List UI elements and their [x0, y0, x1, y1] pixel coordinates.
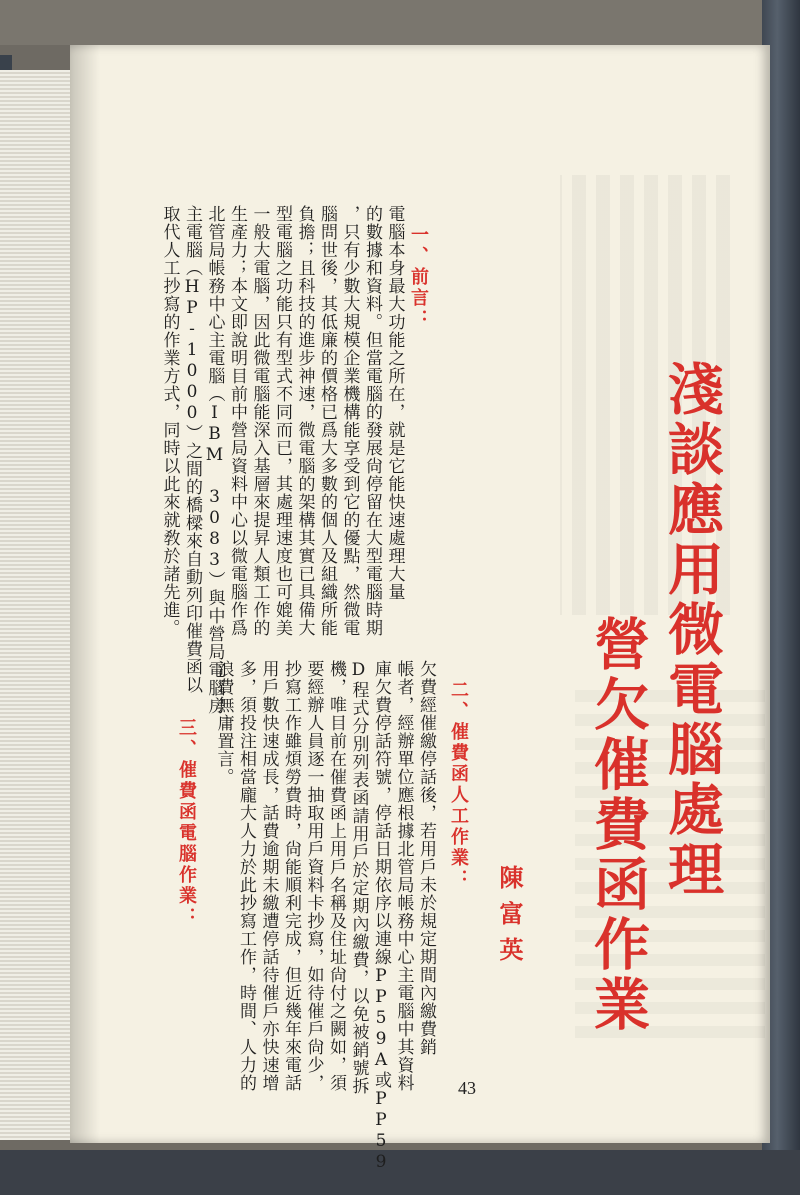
page-gutter-shadow: [70, 45, 100, 1143]
section-heading-computer-process: 三、催費函電腦作業：: [176, 718, 197, 928]
s2-line: 抄寫工作雖煩勞費時，尙能順利完成，但近幾年來電話: [281, 660, 301, 1092]
s2-line: 機，唯目前在催費函上用戶名稱及住址尙付之闕如，須: [326, 660, 346, 1092]
section-heading-introduction: 一、前言：: [408, 225, 429, 330]
s1-line: 生產力；本文即說明目前中營局資料中心以微電腦作爲: [227, 205, 247, 637]
scan-background-bottom: [0, 1150, 800, 1195]
author-name: 陳富英: [495, 865, 524, 973]
s1-line: 主電腦（HP-1000）之間的橋樑來自動列印催費函以: [182, 205, 202, 694]
s2-line: 帳者，經辦單位應根據北管局帳務中心主電腦中其資料: [393, 660, 414, 1092]
section-body-manual-process: [212, 660, 437, 1173]
s2-line: 庫欠費停話符號，停話日期依序以連線PP59A或PP59: [371, 660, 391, 1173]
s2-line: 多，須投注相當龐大人力於此抄寫工作，時間、人力的: [236, 660, 256, 1092]
s1-line: 腦問世後，其低廉的價格已爲大多數的個人及組織所能: [317, 205, 337, 637]
section-heading-manual-process: 二、催費函人工作業：: [448, 680, 469, 890]
s1-line: 電腦本身最大功能之所在，就是它能快速處理大量: [384, 205, 405, 601]
scan-background-top: [0, 0, 800, 45]
article-title-line2: 營欠催費函作業: [585, 615, 651, 1035]
section-body-introduction: [158, 205, 406, 715]
s2-line: 要經辦人員逐一抽取用戶資料卡抄寫，如待催戶尙少，: [303, 660, 324, 1092]
s2-line: 用戶數快速成長，話費逾期未繳遭停話待催戶亦快速增: [258, 660, 279, 1092]
s2-line: D程式分別列表函請用戶於定期內繳費，以免被銷號拆: [348, 660, 369, 1095]
s1-line: 北管局帳務中心主電腦（IBM 3083）與中營局電腦房: [204, 205, 225, 715]
page-number: 43: [458, 1078, 476, 1098]
s1-line: 負擔；且科技的進步神速，微電腦的架構其實已具備大: [294, 205, 315, 637]
article-title-line1: 淺談應用微電腦處理: [659, 360, 725, 900]
s1-line: 一般大電腦，因此微電腦能深入基層來提昇人類工作的: [249, 205, 270, 637]
s1-line: ，只有少數大規模企業機構能享受到它的優點，然微電: [339, 205, 360, 637]
s1-line: 的數據和資料。但當電腦的發展尙停留在大型電腦時期: [362, 205, 382, 637]
s1-line: 取代人工抄寫的作業方式，同時以此來就敎於諸先進。: [159, 205, 180, 637]
s2-line: 浪費無庸置言。: [213, 660, 234, 786]
s2-line: 欠費經催繳停話後，若用戶未於規定期間內繳費銷: [416, 660, 436, 1056]
s1-line: 型電腦之功能只有型式不同而已，其處理速度也可媲美: [272, 205, 292, 637]
